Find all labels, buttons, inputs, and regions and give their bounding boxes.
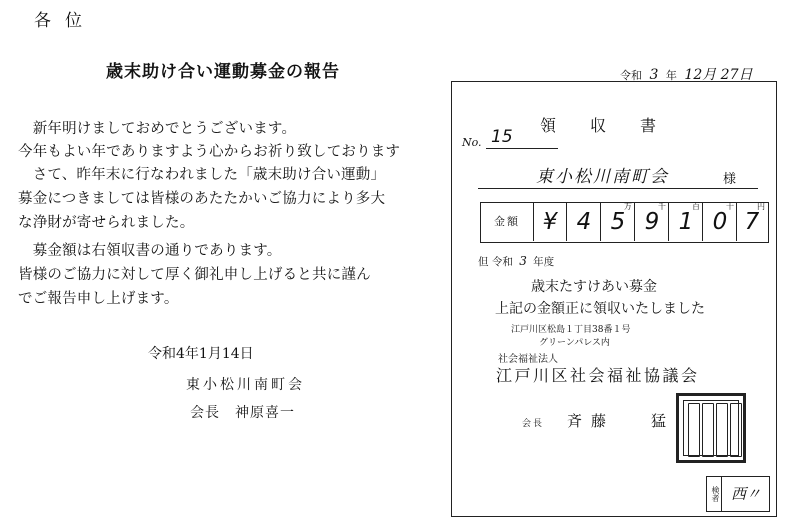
amount-digit-cell: [533, 203, 567, 241]
receipt-statement: 上記の金額正に領収いたしました: [495, 301, 705, 317]
amount-digit-cell: [737, 203, 767, 241]
receipt-payer: 東小松川南町会: [536, 167, 669, 187]
chief-name-partial: 猛: [651, 412, 667, 430]
amount-unit: 万: [624, 202, 632, 211]
letter-paragraph-line: 皆様のご協力に対して厚く御礼申し上げると共に謹ん: [18, 267, 371, 283]
receipt-number-value: 15: [491, 127, 513, 147]
receipt-date-month-day: 12月 27日: [684, 67, 753, 83]
amount-digit: 5: [610, 209, 626, 235]
receipt-honorific: 様: [723, 172, 737, 187]
checker-label: 検者: [707, 477, 722, 511]
letter-organization: 東小松川南町会: [186, 377, 305, 393]
amount-digit-cell: [703, 203, 737, 241]
amount-unit: 円: [757, 202, 765, 211]
chief-name: 斉藤: [567, 412, 616, 430]
official-seal-icon: [676, 393, 746, 463]
amount-digit: 1: [678, 209, 694, 235]
receipt-purpose: 歳末たすけあい募金: [531, 279, 657, 295]
receipt-amount-box: [480, 202, 769, 243]
fiscal-year-value: 3: [519, 254, 527, 268]
letter-president: 会長 神原喜一: [190, 405, 295, 421]
amount-unit: 十: [726, 202, 734, 211]
letter-paragraph-line: 募金につきましては皆様のあたたかいご協力により多大: [18, 191, 386, 207]
amount-label: 金額: [481, 203, 534, 241]
letter-paragraph-line: 新年明けましておめでとうございます。: [18, 121, 297, 137]
fiscal-prefix: 但 令和: [478, 256, 513, 268]
amount-digit: ¥: [542, 209, 558, 235]
issuer-name: 江戸川区社会福祉協議会: [496, 366, 700, 385]
letter-paragraph-line: でご報告申し上げます。: [18, 291, 179, 307]
receipt-date-era: 令和: [620, 69, 642, 82]
letter-date: 令和4年1月14日: [148, 346, 254, 362]
addressee: 各位: [34, 11, 96, 31]
amount-digit-cell: [567, 203, 601, 241]
letter-paragraph-line: 募金額は右領収書の通りであります。: [18, 243, 282, 259]
receipt-fiscal-year: [478, 254, 554, 269]
issuer-address: 江戸川区松島１丁目38番１号: [511, 325, 631, 335]
amount-unit: 百: [692, 202, 700, 211]
receipt-date-year: 3: [649, 67, 659, 83]
amount-digit: 9: [644, 209, 660, 235]
amount-digit: 0: [712, 209, 728, 235]
receipt-payer-underline: [478, 188, 758, 189]
receipt-number-underline: [486, 148, 558, 149]
letter-paragraph-line: 今年もよい年でありますよう心からお祈り致しております: [18, 144, 401, 160]
letter-paragraph-line: な浄財が寄せられました。: [18, 215, 195, 231]
amount-unit: 千: [658, 202, 666, 211]
amount-digit: 7: [744, 209, 760, 235]
chief-label: 会長: [522, 419, 545, 429]
issuer-building: グリーンパレス内: [539, 338, 610, 348]
amount-digit: 4: [576, 209, 592, 235]
receipt-date-year-unit: 年: [665, 69, 677, 82]
issuer-type: 社会福祉法人: [498, 354, 558, 365]
letter-paragraph-line: さて、昨年末に行なわれました「歳末助け合い運動」: [18, 167, 386, 183]
checker-box: [706, 476, 770, 512]
fiscal-suffix: 年度: [533, 256, 555, 268]
amount-digit-cell: [635, 203, 669, 241]
letter-title: 歳末助け合い運動募金の報告: [106, 62, 340, 82]
receipt-heading: 領収書: [540, 116, 691, 135]
receipt-number-label: No.: [462, 136, 482, 149]
checker-value: 西〃: [731, 485, 762, 503]
amount-digit-cell: [669, 203, 703, 241]
amount-digit-cell: [601, 203, 635, 241]
